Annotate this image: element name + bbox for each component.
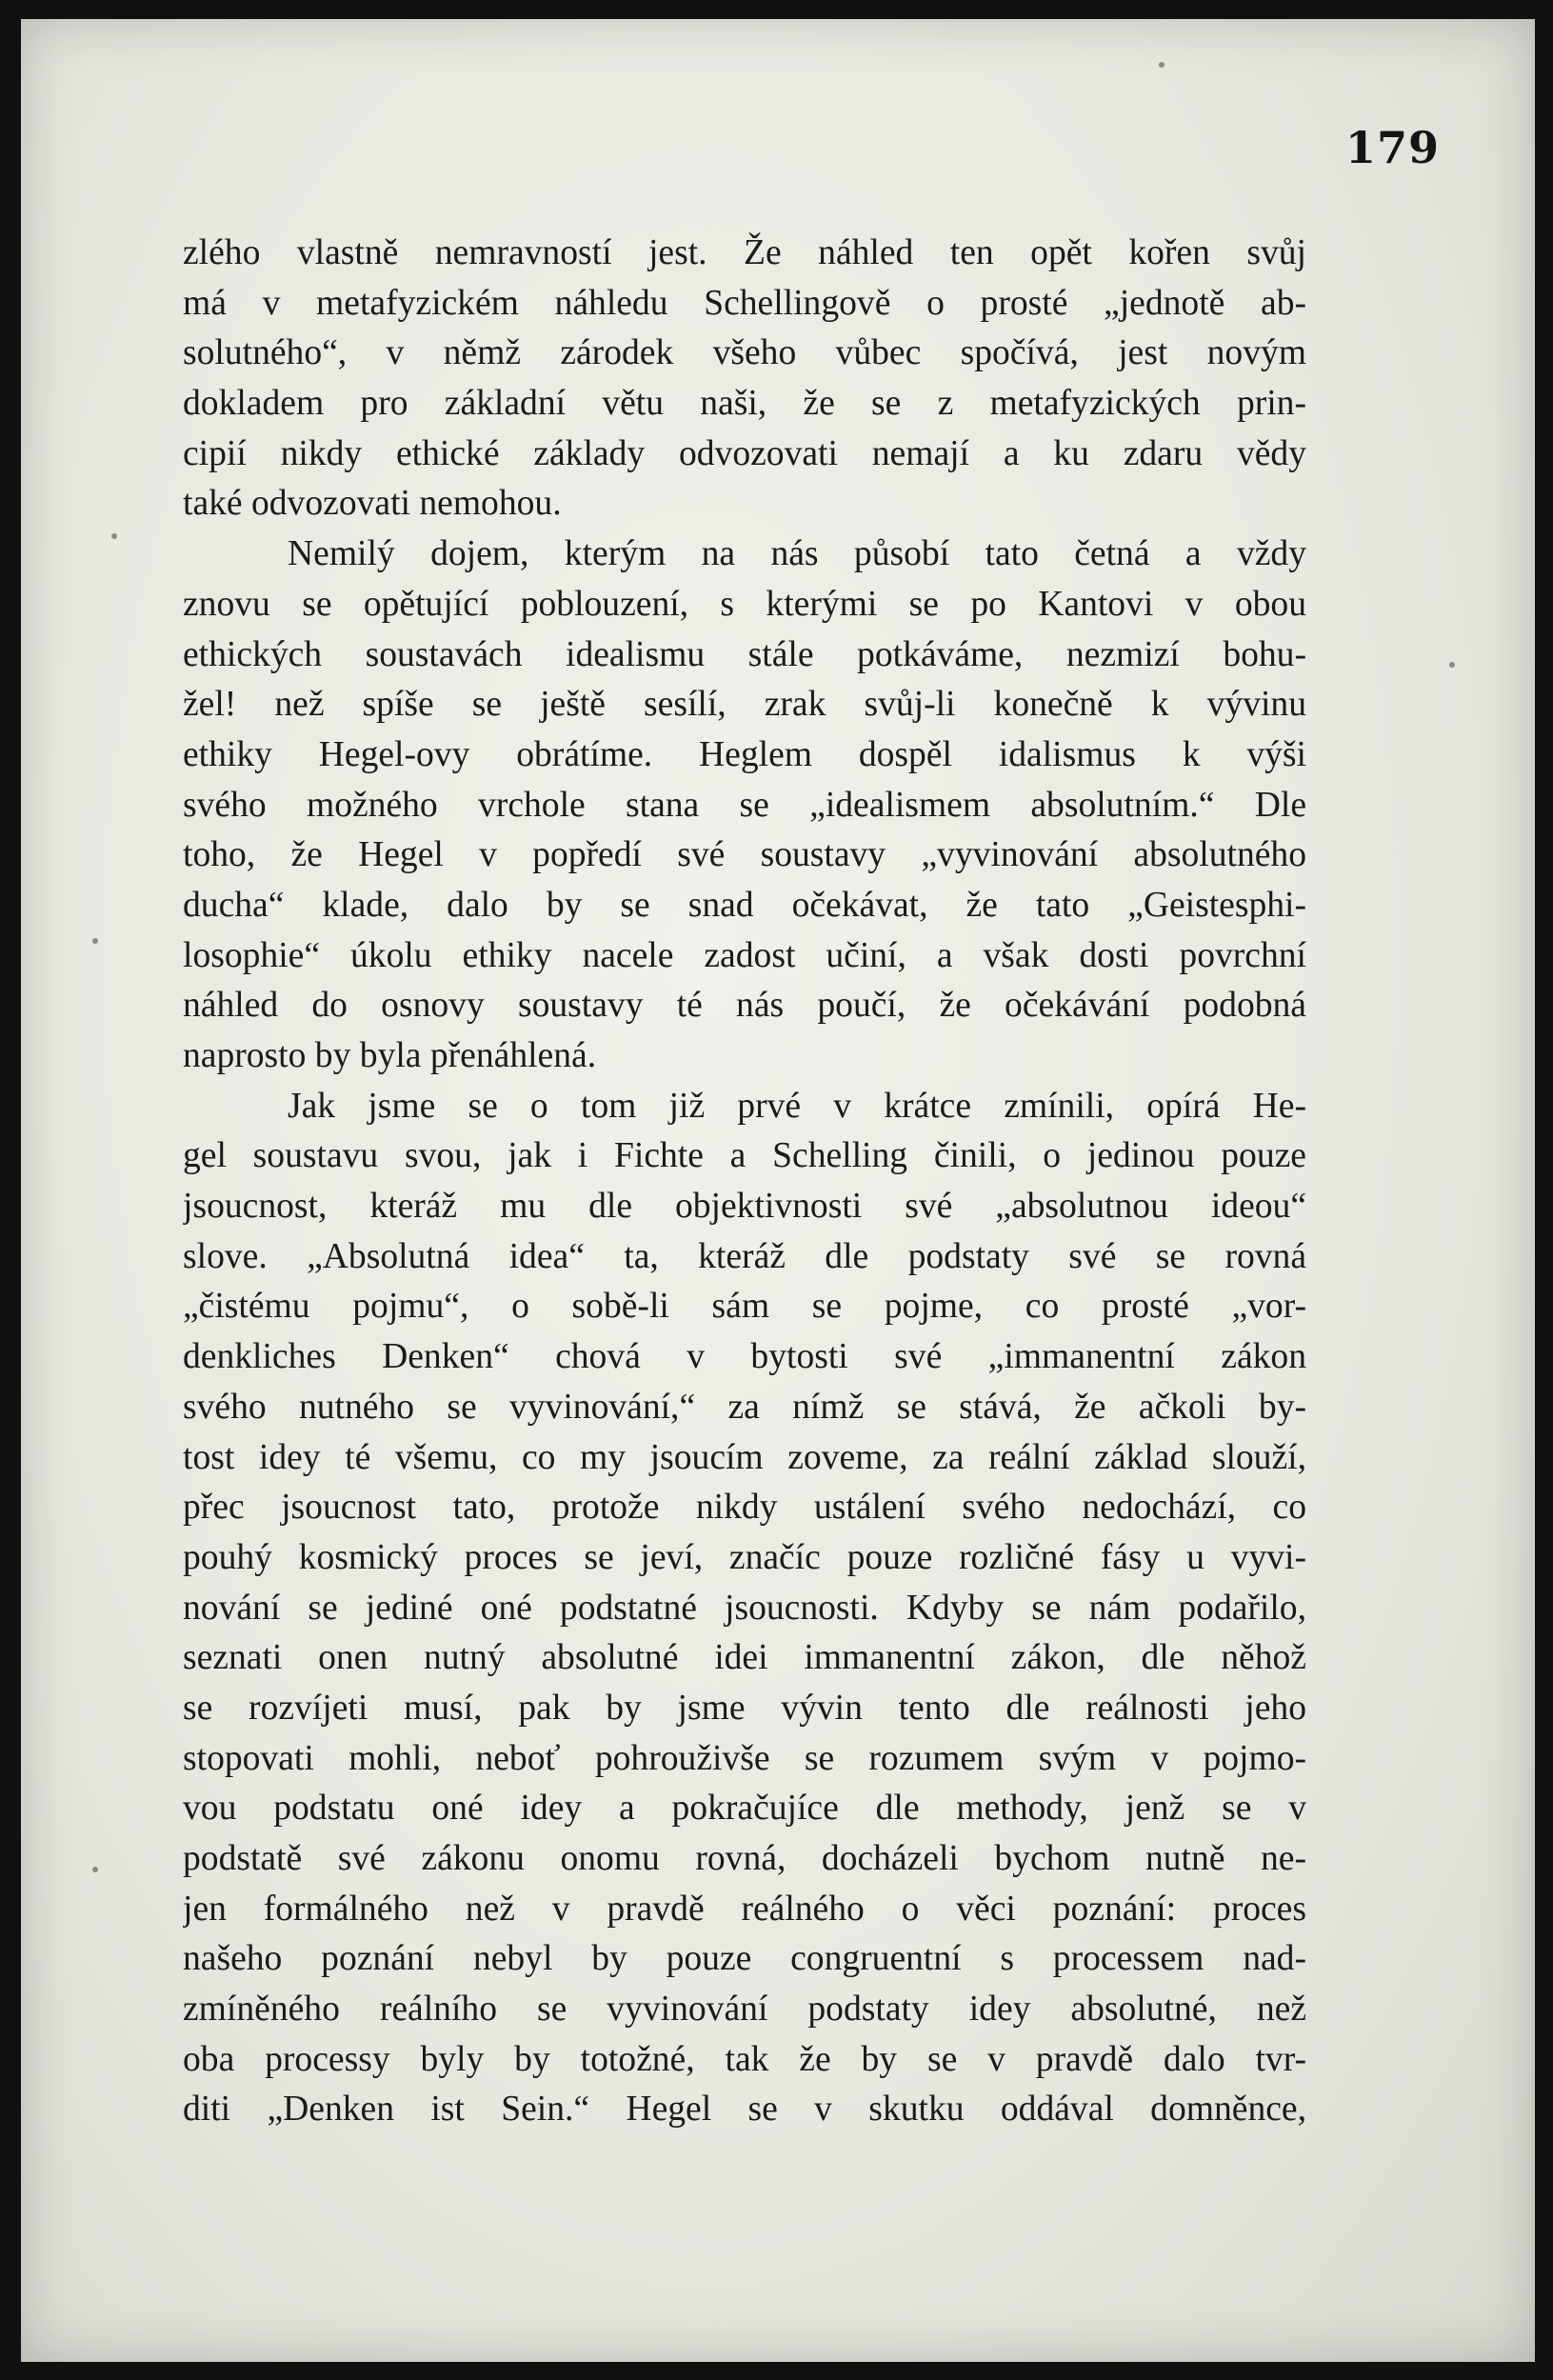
text-line: ethiky Hegel-ovy obrátíme. Heglem dospěl idalismus k výši: [183, 734, 1306, 774]
text-line: svého možného vrchole stana se „idealismem absolutním.“ Dle: [183, 785, 1306, 825]
text-line: losophie“ úkolu ethiky nacele zadost učiní, a však dosti povrchní: [183, 935, 1306, 975]
text-line: naprosto by byla přenáhlená.: [183, 1036, 597, 1075]
text-line: seznati onen nutný absolutné idei immanentní zákon, dle něhož: [183, 1638, 1306, 1678]
text-line: pouhý kosmický proces se jeví, značíc pouze rozličné fásy u vyvi-: [183, 1537, 1306, 1577]
paper-speck: [111, 533, 117, 539]
paper-speck: [1449, 662, 1455, 668]
text-line: má v metafyzickém náhledu Schellingově o prosté „jednotě ab-: [183, 283, 1306, 323]
text-line: vou podstatu oné idey a pokračujíce dle methody, jenž se v: [183, 1789, 1306, 1829]
page-number: 179: [1344, 122, 1440, 173]
text-line: zlého vlastně nemravností jest. Že náhled ten opět kořen svůj: [183, 233, 1306, 272]
text-line: gel soustavu svou, jak i Fichte a Schelling činili, o jedinou pouze: [183, 1136, 1306, 1176]
text-line: solutného“, v němž zárodek všeho vůbec spočívá, jest novým: [183, 333, 1306, 373]
text-line: náhled do osnovy soustavy té nás poučí, že očekávání podobná: [183, 986, 1306, 1026]
text-line: se rozvíjeti musí, pak by jsme vývin tento dle reálnosti jeho: [183, 1688, 1306, 1728]
text-line: podstatě své zákonu onomu rovná, docházeli bychom nutně ne-: [183, 1839, 1306, 1878]
text-line: znovu se opětující poblouzení, s kterými se po Kantovi v obou: [183, 584, 1306, 624]
text-line: oba processy byly by totožné, tak že by se v pravdě dalo tvr-: [183, 2039, 1306, 2079]
text-line: cipií nikdy ethické základy odvozovati nemají a ku zdaru vědy: [183, 433, 1306, 473]
body-text: [183, 229, 1306, 2135]
text-line: zmíněného reálního se vyvinování podstaty idey absolutné, než: [183, 1990, 1306, 2030]
paper-speck: [92, 1867, 98, 1872]
text-line: nování se jediné oné podstatné jsoucnosti. Kdyby se nám podařilo,: [183, 1588, 1306, 1628]
text-line: našeho poznání nebyl by pouze congruentní s processem nad-: [183, 1939, 1306, 1979]
text-line: svého nutného se vyvinování,“ za nímž se stává, že ačkoli by-: [183, 1387, 1306, 1427]
text-line: stopovati mohli, neboť pohrouživše se rozumem svým v pojmo-: [183, 1738, 1306, 1778]
text-line: ethických soustavách idealismu stále potkáváme, nezmizí bohu-: [183, 634, 1306, 674]
paragraph-start-line: Nemilý dojem, kterým na nás působí tato četná a vždy: [288, 534, 1306, 574]
text-line: přec jsoucnost tato, protože nikdy ustálení svého nedochází, co: [183, 1488, 1306, 1528]
book-page: [21, 19, 1535, 2362]
text-line: dokladem pro základní větu naši, že se z metafyzických prin-: [183, 384, 1306, 424]
text-line: také odvozovati nemohou.: [183, 484, 562, 524]
paper-speck: [92, 938, 98, 944]
paper-speck: [1159, 62, 1165, 68]
text-line: jen formálného než v pravdě reálného o věci poznání: proces: [183, 1889, 1306, 1929]
text-line: diti „Denken ist Sein.“ Hegel se v skutku oddával domněnce,: [183, 2090, 1306, 2130]
text-line: jsoucnost, kteráž mu dle objektivnosti své „absolutnou ideou“: [183, 1187, 1306, 1227]
paragraph-start-line: Jak jsme se o tom již prvé v krátce zmínili, opírá He-: [288, 1086, 1306, 1126]
text-line: žel! než spíše se ještě sesílí, zrak svůj-li konečně k vývinu: [183, 685, 1306, 725]
text-line: „čistému pojmu“, o sobě-li sám se pojme, co prosté „vor-: [183, 1287, 1306, 1327]
text-line: toho, že Hegel v popředí své soustavy „vyvinování absolutného: [183, 835, 1306, 875]
text-line: slove. „Absolutná idea“ ta, kteráž dle podstaty své se rovná: [183, 1236, 1306, 1276]
text-line: denkliches Denken“ chová v bytosti své „immanentní zákon: [183, 1337, 1306, 1377]
text-line: tost idey té všemu, co my jsoucím zoveme, za reální základ slouží,: [183, 1437, 1306, 1477]
text-line: ducha“ klade, dalo by se snad očekávat, že tato „Geistesphi-: [183, 885, 1306, 925]
